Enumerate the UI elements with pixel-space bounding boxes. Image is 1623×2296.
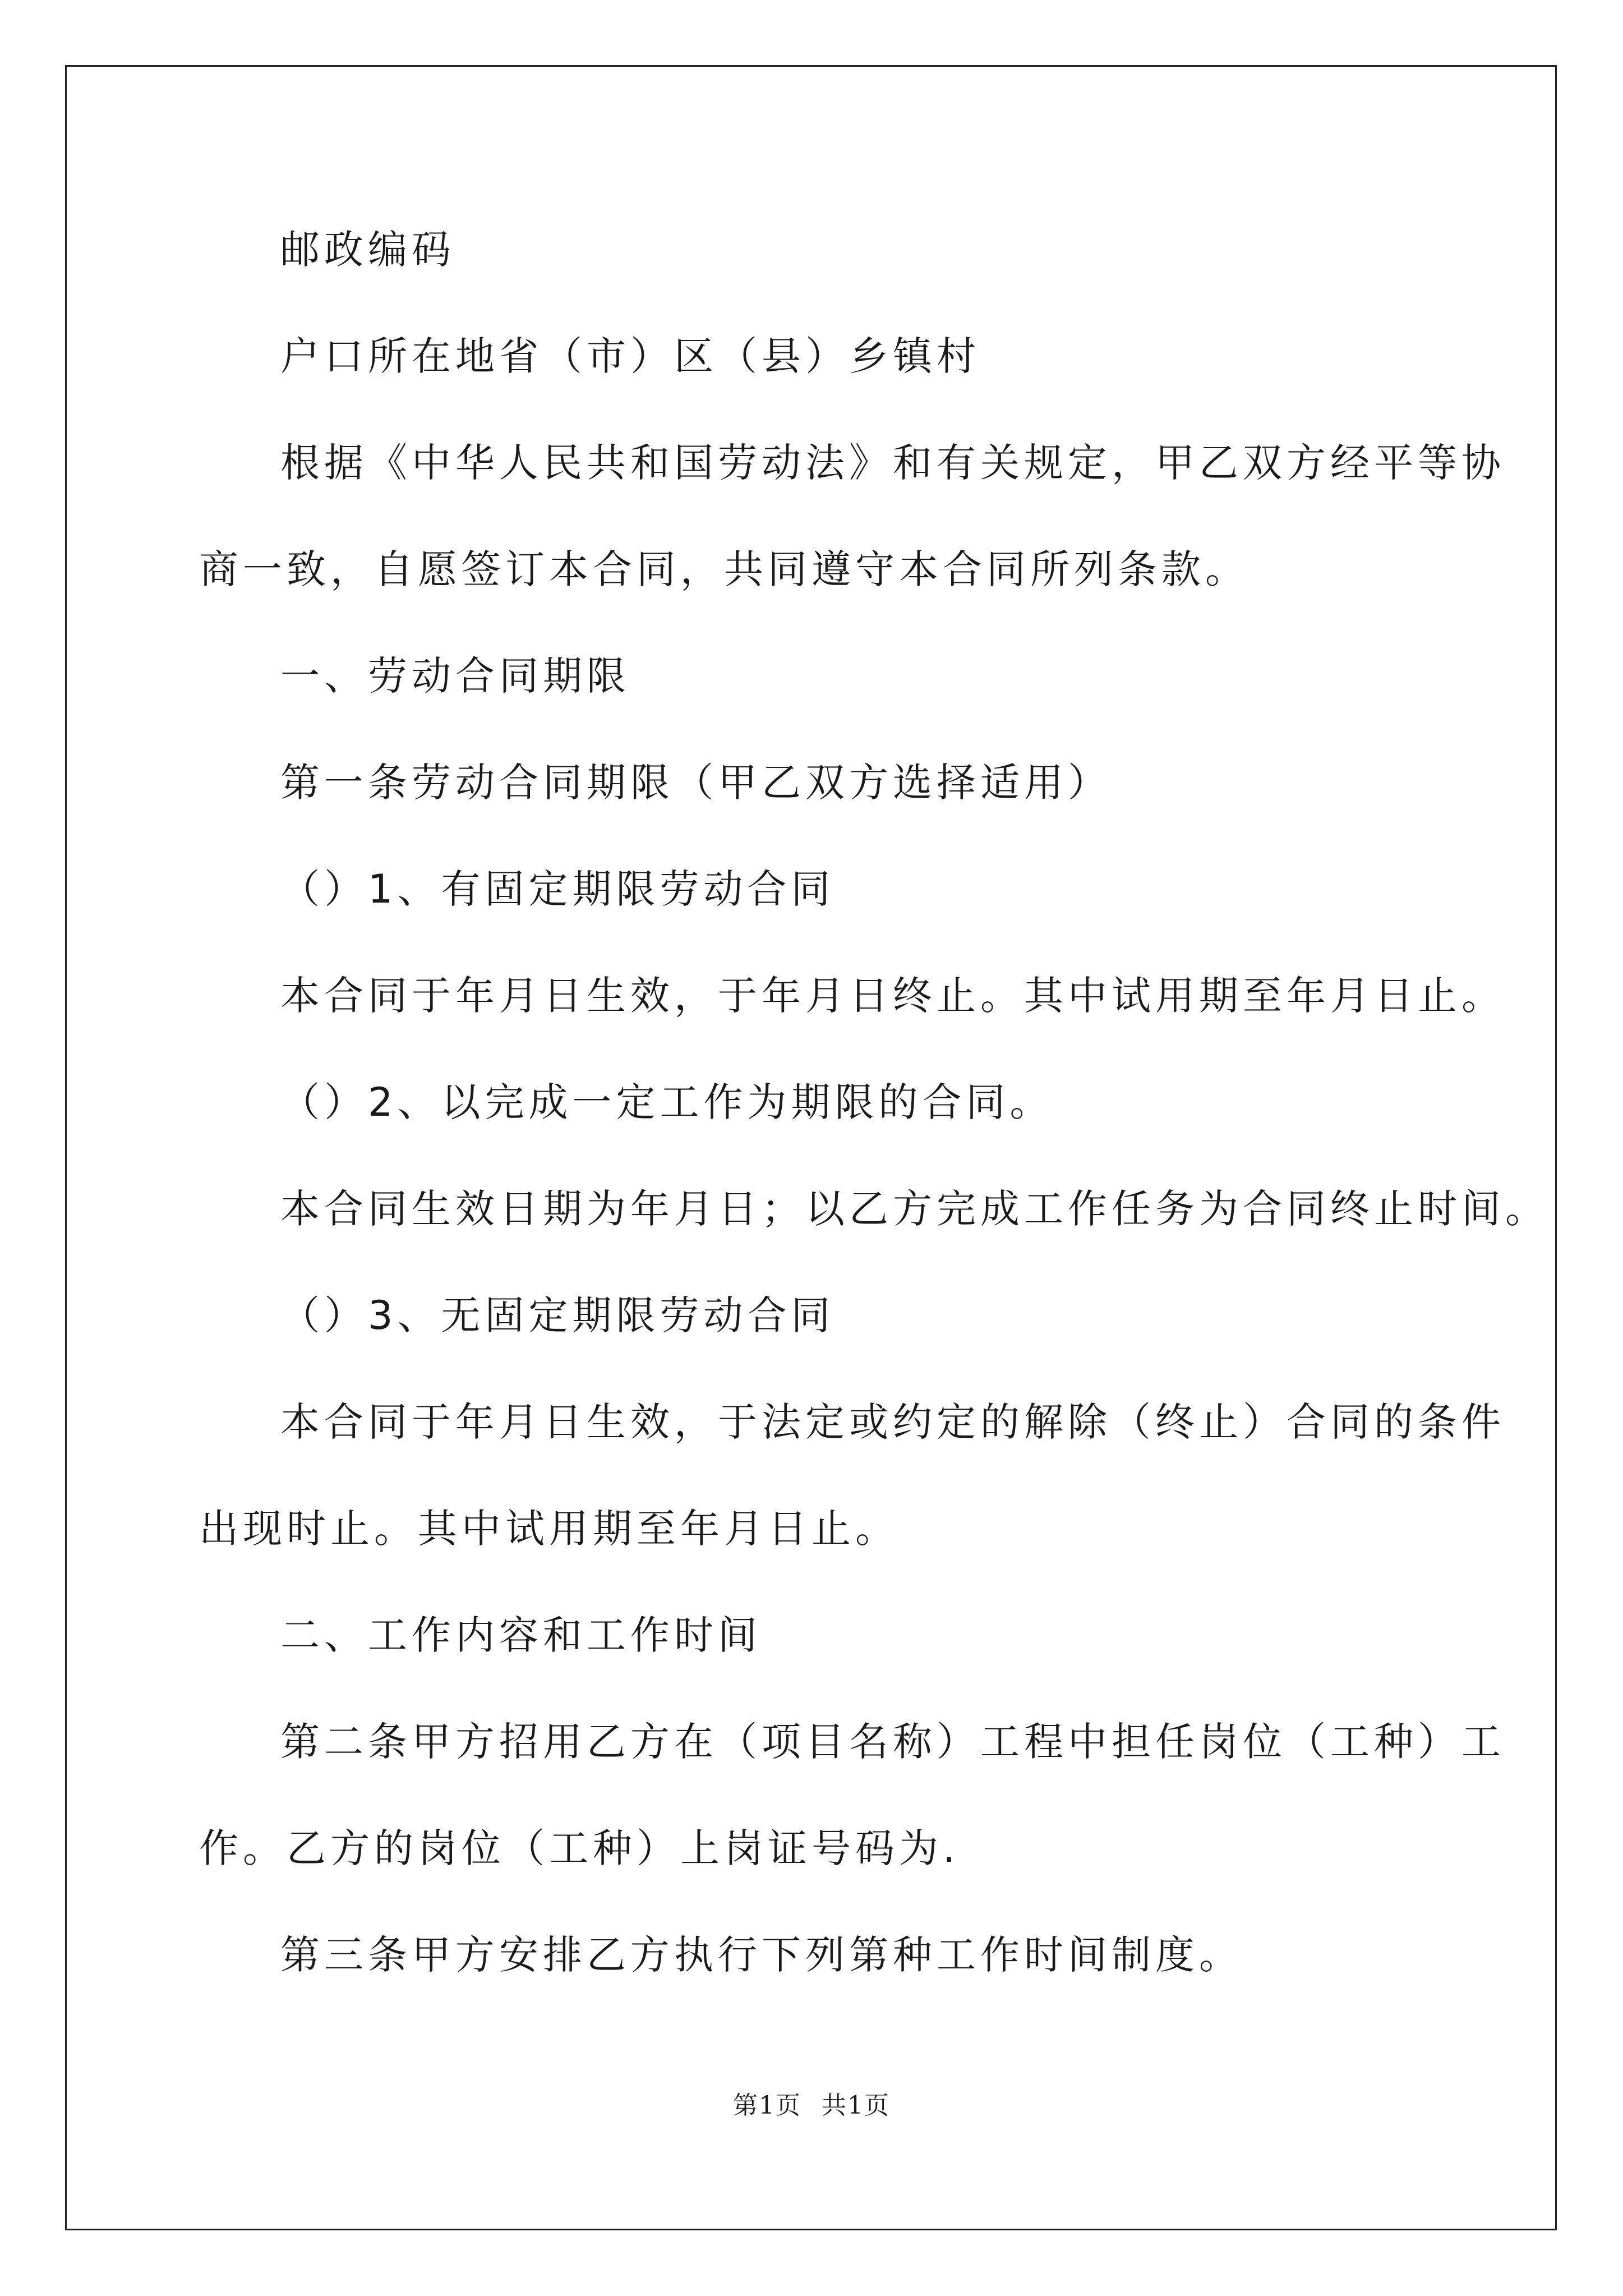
option-3-detail-line-2: 出现时止。其中试用期至年月日止。: [199, 1506, 899, 1552]
article-1-line: 第一条劳动合同期限（甲乙双方选择适用）: [280, 760, 1112, 806]
preamble-line-1: 根据《中华人民共和国劳动法》和有关规定，甲乙双方经平等协: [280, 440, 1505, 486]
section-2-heading: 二、工作内容和工作时间: [280, 1612, 762, 1658]
option-2-line: （）2、以完成一定工作为期限的合同。: [280, 1079, 1054, 1125]
article-2-line-2: 作。乙方的岗位（工种）上岗证号码为.: [199, 1825, 960, 1871]
article-2-line-1: 第二条甲方招用乙方在（项目名称）工程中担任岗位（工种）工: [280, 1719, 1505, 1765]
section-1-heading: 一、劳动合同期限: [280, 653, 630, 699]
option-3-detail-line-1: 本合同于年月日生效，于法定或约定的解除（终止）合同的条件: [280, 1399, 1505, 1445]
option-3-line: （）3、无固定期限劳动合同: [280, 1292, 835, 1338]
option-1-line: （）1、有固定期限劳动合同: [280, 866, 835, 912]
option-1-detail-line: 本合同于年月日生效，于年月日终止。其中试用期至年月日止。: [280, 973, 1505, 1019]
option-2-detail-line: 本合同生效日期为年月日；以乙方完成工作任务为合同终止时间。: [280, 1186, 1549, 1232]
page-number-current: 第1页: [733, 2091, 801, 2120]
article-3-line: 第三条甲方安排乙方执行下列第种工作时间制度。: [280, 1932, 1243, 1978]
postal-code-line: 邮政编码: [280, 227, 455, 273]
household-registration-line: 户口所在地省（市）区（县）乡镇村: [280, 333, 980, 379]
page-number-total: 共1页: [822, 2091, 890, 2120]
page-footer: [0, 2089, 1623, 2123]
preamble-line-2: 商一致，自愿签订本合同，共同遵守本合同所列条款。: [199, 546, 1249, 592]
